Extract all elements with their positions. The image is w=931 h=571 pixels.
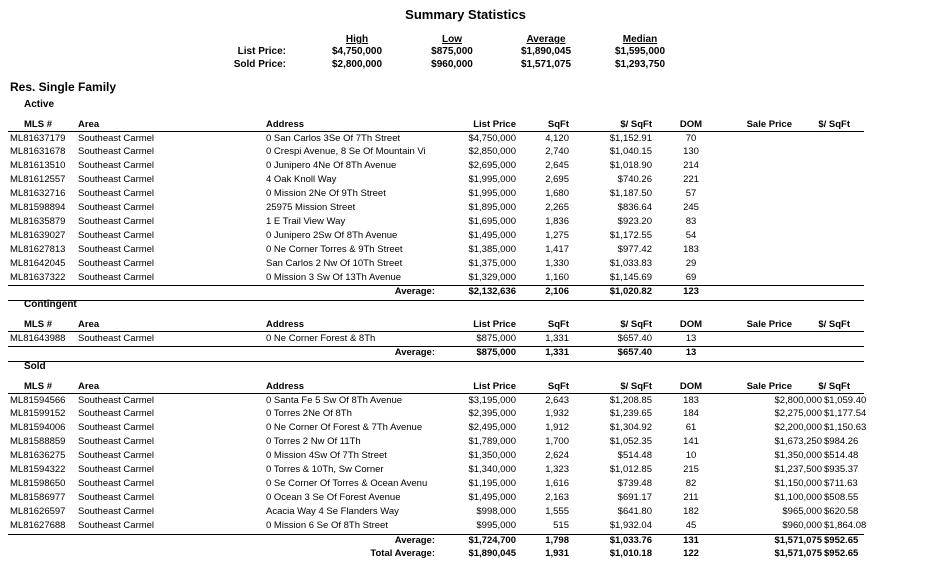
table-cell: $923.20 [617, 215, 652, 227]
table-cell: 45 [685, 519, 697, 531]
column-header: Sale Price [746, 119, 792, 130]
table-cell: Southeast Carmel [78, 146, 155, 158]
table-row [0, 332, 870, 346]
table-cell: Southeast Carmel [78, 450, 155, 462]
divider [8, 300, 864, 301]
summary-value: $2,800,000 [331, 59, 383, 70]
table-cell: 0 Torres & 10Th, Sw Corner [266, 464, 384, 475]
column-header: $/ SqFt [620, 381, 652, 392]
table-cell: 0 Mission 4Sw Of 7Th Street [266, 450, 387, 462]
table-cell: ML81635879 [10, 215, 66, 227]
table-cell: $2,495,000 [468, 422, 516, 434]
table-row [0, 505, 870, 519]
summary-value: $875,000 [431, 46, 473, 57]
summary-value: $1,293,750 [614, 59, 666, 70]
table-cell: $875,000 [476, 332, 516, 344]
table-cell: ML81612557 [10, 174, 66, 186]
table-cell: 1,323 [545, 464, 569, 475]
summary-value: $960,000 [431, 59, 473, 70]
table-cell: 214 [683, 160, 699, 172]
table-cell: 0 Se Corner Of Torres & Ocean Avenu [266, 477, 428, 489]
average-label: Average: [394, 534, 435, 546]
summary-header: Low [442, 34, 462, 45]
table-cell: $1,864.08 [824, 519, 867, 531]
total-average-value: 122 [683, 548, 699, 560]
table-cell: $1,237,500 [774, 464, 822, 475]
summary-row-label: List Price: [237, 46, 286, 57]
column-header: Area [78, 381, 100, 392]
total-average-row [0, 547, 870, 561]
table-cell: ML81627813 [10, 243, 66, 255]
average-value: $1,033.76 [609, 534, 652, 546]
table-cell: 1,160 [545, 271, 569, 283]
table-cell: $1,350,000 [468, 450, 516, 462]
summary-row-label: Sold Price: [233, 59, 286, 70]
table-cell: $935.37 [824, 464, 859, 475]
table-row [0, 145, 870, 159]
column-header: $/ SqFt [818, 381, 850, 392]
table-cell: 141 [683, 436, 699, 448]
table-cell: $1,329,000 [468, 271, 516, 283]
table-cell: $3,195,000 [468, 394, 516, 406]
table-cell: ML81631678 [10, 146, 66, 158]
table-cell: 0 Ne Corner Torres & 9Th Street [266, 243, 403, 255]
column-header: Sale Price [746, 381, 792, 392]
table-cell: 182 [683, 505, 699, 517]
table-cell: Southeast Carmel [78, 332, 155, 344]
table-cell: $836.64 [617, 202, 652, 213]
table-cell: 1,555 [545, 505, 569, 517]
table-cell: 1 E Trail View Way [266, 215, 346, 227]
table-cell: 0 Ocean 3 Se Of Forest Avenue [266, 491, 401, 503]
table-cell: 1,330 [545, 257, 569, 269]
table-cell: $1,789,000 [468, 436, 516, 448]
table-cell: ML81594322 [10, 464, 66, 475]
table-row [0, 159, 870, 173]
table-cell: Southeast Carmel [78, 394, 155, 406]
table-cell: 54 [685, 229, 697, 241]
column-header: DOM [679, 119, 703, 130]
average-value: 123 [683, 286, 699, 298]
table-cell: ML81588859 [10, 436, 66, 448]
table-cell: 4 Oak Knoll Way [266, 174, 337, 186]
table-cell: ML81613510 [10, 160, 66, 172]
column-header: Address [266, 319, 305, 330]
column-header: $/ SqFt [818, 319, 850, 330]
table-row [0, 257, 870, 271]
summary-value: $1,890,045 [520, 46, 572, 57]
table-cell: $960,000 [782, 519, 822, 531]
column-header: DOM [679, 319, 703, 330]
table-cell: 57 [685, 188, 697, 200]
table-cell: 10 [685, 450, 697, 462]
table-cell: ML81642045 [10, 257, 66, 269]
table-cell: 183 [683, 243, 699, 255]
table-row [0, 407, 870, 421]
table-cell: $1,895,000 [468, 202, 516, 213]
table-cell: $1,052.35 [609, 436, 652, 448]
table-cell: Southeast Carmel [78, 243, 155, 255]
column-header: Area [78, 119, 100, 130]
table-cell: ML81594566 [10, 394, 66, 406]
table-row [0, 243, 870, 257]
table-cell: 1,700 [545, 436, 569, 448]
table-cell: $1,208.85 [609, 394, 652, 406]
table-cell: $1,932.04 [609, 519, 652, 531]
average-value: 1,798 [545, 534, 569, 546]
table-cell: $1,150,000 [774, 477, 822, 489]
average-value: 131 [683, 534, 699, 546]
total-average-value: $1,571,075 [774, 548, 822, 560]
table-cell: ML81632716 [10, 188, 66, 200]
table-row [0, 187, 870, 201]
table-cell: $2,275,000 [774, 408, 822, 420]
table-cell: 2,740 [545, 146, 569, 158]
table-cell: ML81594006 [10, 422, 66, 434]
group-title: Active [24, 99, 55, 110]
table-cell: ML81639027 [10, 229, 66, 241]
table-cell: Southeast Carmel [78, 257, 155, 269]
column-header: Sale Price [746, 319, 792, 330]
table-cell: Southeast Carmel [78, 271, 155, 283]
table-cell: San Carlos 2 Nw Of 10Th Street [266, 257, 403, 269]
table-cell: 221 [683, 174, 699, 186]
table-cell: 13 [685, 332, 697, 344]
table-cell: 2,624 [545, 450, 569, 462]
average-value: 1,331 [545, 347, 569, 359]
table-cell: $641.80 [617, 505, 652, 517]
table-cell: $620.58 [824, 505, 859, 517]
table-cell: 0 Mission 3 Sw Of 13Th Avenue [266, 271, 402, 283]
table-cell: $1,150.63 [824, 422, 867, 434]
column-header: SqFt [547, 119, 569, 130]
table-row [0, 463, 870, 477]
table-cell: $1,695,000 [468, 215, 516, 227]
table-cell: Southeast Carmel [78, 408, 155, 420]
column-header: MLS # [24, 381, 52, 392]
table-cell: 515 [553, 519, 569, 531]
table-cell: $740.26 [617, 174, 652, 186]
table-cell: 1,275 [545, 229, 569, 241]
table-row [0, 201, 870, 215]
table-header-row [0, 118, 870, 132]
table-row [0, 173, 870, 187]
table-cell: $1,059.40 [824, 394, 867, 406]
table-cell: ML81636275 [10, 450, 66, 462]
table-cell: $1,673,250 [774, 436, 822, 448]
table-cell: 2,643 [545, 394, 569, 406]
table-cell: Southeast Carmel [78, 160, 155, 172]
table-cell: Southeast Carmel [78, 132, 155, 144]
table-row [0, 491, 870, 505]
table-row [0, 421, 870, 435]
average-value: $2,132,636 [468, 286, 516, 298]
table-cell: Southeast Carmel [78, 174, 155, 186]
table-cell: 83 [685, 215, 697, 227]
page-title: Summary Statistics [405, 7, 526, 22]
total-average-label: Total Average: [370, 548, 435, 560]
table-cell: 0 Torres 2Ne Of 8Th [266, 408, 352, 420]
table-cell: ML81586977 [10, 491, 66, 503]
table-cell: Southeast Carmel [78, 202, 155, 213]
table-cell: 1,680 [545, 188, 569, 200]
average-row [0, 285, 870, 299]
table-cell: 2,265 [545, 202, 569, 213]
table-cell: ML81637322 [10, 271, 66, 283]
table-cell: ML81599152 [10, 408, 66, 420]
group-title: Sold [24, 361, 46, 372]
summary-header: Average [526, 34, 566, 45]
table-cell: $1,018.90 [609, 160, 652, 172]
table-cell: $4,750,000 [468, 132, 516, 144]
column-header: DOM [679, 381, 703, 392]
table-cell: Southeast Carmel [78, 229, 155, 241]
table-cell: $508.55 [824, 491, 859, 503]
table-cell: Southeast Carmel [78, 436, 155, 448]
table-cell: 183 [683, 394, 699, 406]
table-cell: $2,850,000 [468, 146, 516, 158]
column-header: List Price [473, 319, 516, 330]
summary-value: $1,595,000 [614, 46, 666, 57]
table-cell: 215 [683, 464, 699, 475]
table-cell: $691.17 [617, 491, 652, 503]
average-value: 2,106 [545, 286, 569, 298]
total-average-value: 1,931 [545, 548, 569, 560]
average-row [0, 346, 870, 360]
average-value: $657.40 [617, 347, 652, 359]
average-label: Average: [394, 347, 435, 359]
table-cell: $995,000 [476, 519, 516, 531]
table-cell: 211 [683, 491, 699, 503]
divider [8, 361, 864, 362]
table-cell: 61 [685, 422, 697, 434]
table-cell: $1,385,000 [468, 243, 516, 255]
table-cell: 2,163 [545, 491, 569, 503]
table-cell: 2,645 [545, 160, 569, 172]
table-cell: 0 Torres 2 Nw Of 11Th [266, 436, 361, 448]
table-cell: 1,912 [545, 422, 569, 434]
table-cell: $1,172.55 [609, 229, 652, 241]
table-cell: 130 [683, 146, 699, 158]
table-cell: Southeast Carmel [78, 505, 155, 517]
table-cell: $1,350,000 [774, 450, 822, 462]
table-cell: 29 [685, 257, 697, 269]
table-cell: 4,120 [545, 132, 569, 144]
column-header: List Price [473, 119, 516, 130]
total-average-value: $952.65 [824, 548, 859, 560]
table-cell: 0 Ne Corner Forest & 8Th [266, 332, 376, 344]
average-label: Average: [394, 286, 435, 298]
column-header: Area [78, 319, 100, 330]
table-cell: Southeast Carmel [78, 422, 155, 434]
table-row [0, 132, 870, 146]
table-cell: 0 Junipero 2Sw Of 8Th Avenue [266, 229, 398, 241]
column-header: MLS # [24, 319, 52, 330]
table-cell: $1,495,000 [468, 491, 516, 503]
table-cell: $1,195,000 [468, 477, 516, 489]
table-cell: $1,304.92 [609, 422, 652, 434]
table-cell: $2,695,000 [468, 160, 516, 172]
table-cell: 25975 Mission Street [266, 202, 356, 213]
table-cell: $1,340,000 [468, 464, 516, 475]
total-average-value: $1,010.18 [609, 548, 652, 560]
table-cell: 245 [683, 202, 699, 213]
table-cell: $1,995,000 [468, 188, 516, 200]
table-cell: ML81598650 [10, 477, 66, 489]
table-cell: $1,145.69 [609, 271, 652, 283]
table-cell: 69 [685, 271, 697, 283]
table-cell: $514.48 [617, 450, 652, 462]
table-cell: $2,395,000 [468, 408, 516, 420]
average-value: $1,724,700 [468, 534, 516, 546]
average-value: 13 [685, 347, 697, 359]
total-average-value: $1,890,045 [468, 548, 516, 560]
table-cell: 0 Santa Fe 5 Sw Of 8Th Avenue [266, 394, 403, 406]
table-row [0, 215, 870, 229]
column-header: SqFt [547, 319, 569, 330]
table-cell: $1,187.50 [609, 188, 652, 200]
table-cell: ML81637179 [10, 132, 66, 144]
table-cell: $657.40 [617, 332, 652, 344]
column-header: $/ SqFt [620, 119, 652, 130]
table-cell: $711.63 [824, 477, 858, 489]
table-cell: $1,239.65 [609, 408, 652, 420]
table-cell: 0 Mission 2Ne Of 9Th Street [266, 188, 386, 200]
table-cell: $1,375,000 [468, 257, 516, 269]
table-cell: $977.42 [617, 243, 652, 255]
table-row [0, 271, 870, 285]
table-row [0, 229, 870, 243]
section-title: Res. Single Family [10, 80, 117, 94]
table-cell: 2,695 [545, 174, 569, 186]
average-value: $952.65 [824, 534, 859, 546]
table-cell: Acacia Way 4 Se Flanders Way [266, 505, 399, 517]
table-cell: Southeast Carmel [78, 464, 155, 475]
table-cell: 0 San Carlos 3Se Of 7Th Street [266, 132, 401, 144]
table-row [0, 394, 870, 408]
table-cell: 82 [685, 477, 697, 489]
summary-value: $1,571,075 [520, 59, 572, 70]
table-cell: $1,100,000 [774, 491, 822, 503]
table-cell: ML81598894 [10, 202, 66, 213]
group-title: Contingent [24, 299, 77, 310]
table-cell: $2,800,000 [774, 394, 822, 406]
column-header: MLS # [24, 119, 52, 130]
table-header-row [0, 318, 870, 332]
table-cell: $984.26 [824, 436, 859, 448]
table-cell: $1,040.15 [609, 146, 652, 158]
column-header: Address [266, 119, 305, 130]
table-header-row [0, 380, 870, 394]
table-cell: 0 Ne Corner Of Forest & 7Th Avenue [266, 422, 423, 434]
table-cell: 0 Junipero 4Ne Of 8Th Avenue [266, 160, 397, 172]
table-cell: 1,616 [545, 477, 569, 489]
table-cell: Southeast Carmel [78, 215, 155, 227]
table-cell: Southeast Carmel [78, 519, 155, 531]
column-header: Address [266, 381, 305, 392]
table-row [0, 519, 870, 533]
summary-header: Median [622, 34, 658, 45]
table-cell: 1,417 [545, 243, 569, 255]
table-cell: $739.48 [617, 477, 652, 489]
table-cell: 184 [683, 408, 699, 420]
table-cell: 1,836 [545, 215, 569, 227]
summary-value: $4,750,000 [331, 46, 383, 57]
average-value: $1,571,075 [774, 534, 822, 546]
table-cell: $998,000 [476, 505, 516, 517]
average-value: $1,020.82 [609, 286, 652, 298]
column-header: List Price [473, 381, 516, 392]
table-cell: Southeast Carmel [78, 188, 155, 200]
table-cell: 70 [685, 132, 697, 144]
table-cell: $965,000 [782, 505, 822, 517]
average-row [0, 534, 870, 548]
table-cell: $1,495,000 [468, 229, 516, 241]
column-header: $/ SqFt [818, 119, 850, 130]
table-cell: ML81643988 [10, 332, 66, 344]
table-cell: $514.48 [824, 450, 859, 462]
table-cell: Southeast Carmel [78, 477, 155, 489]
table-cell: $1,177.54 [824, 408, 867, 420]
table-cell: $1,995,000 [468, 174, 516, 186]
table-row [0, 435, 870, 449]
table-cell: $1,012.85 [609, 464, 652, 475]
column-header: $/ SqFt [620, 319, 652, 330]
table-cell: $1,152.91 [609, 132, 652, 144]
table-cell: 0 Crespi Avenue, 8 Se Of Mountain Vi [266, 146, 426, 158]
column-header: SqFt [547, 381, 569, 392]
summary-header: High [345, 34, 369, 45]
table-row [0, 449, 870, 463]
table-cell: Southeast Carmel [78, 491, 155, 503]
table-cell: $1,033.83 [609, 257, 652, 269]
table-row [0, 477, 870, 491]
average-value: $875,000 [476, 347, 516, 359]
table-cell: 1,932 [545, 408, 569, 420]
table-cell: $2,200,000 [774, 422, 822, 434]
table-cell: 0 Mission 6 Se Of 8Th Street [266, 519, 388, 531]
table-cell: ML81626597 [10, 505, 66, 517]
table-cell: 1,331 [545, 332, 569, 344]
table-cell: ML81627688 [10, 519, 66, 531]
